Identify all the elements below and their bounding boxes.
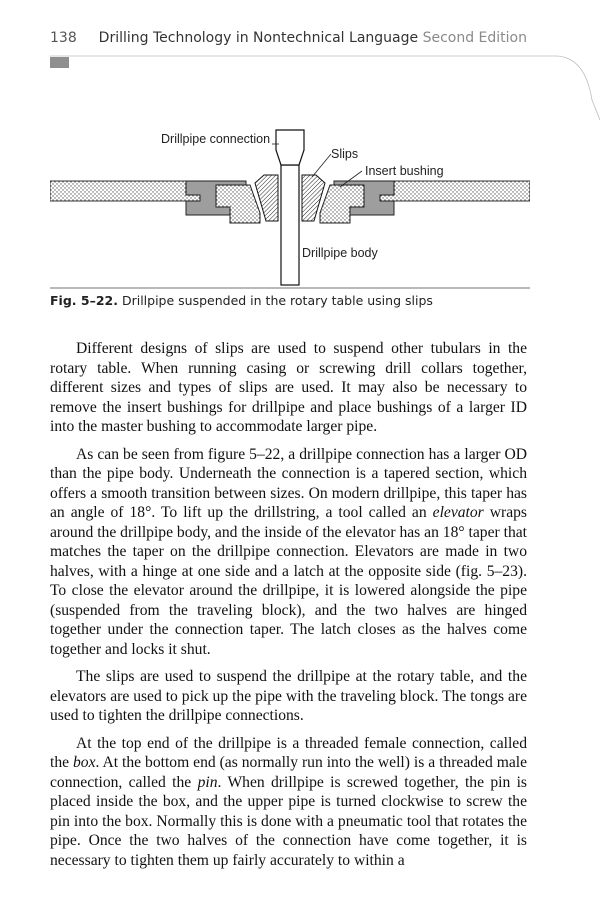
leader-slips [312, 154, 331, 177]
label-slips: Slips [331, 147, 359, 161]
caption-number: Fig. 5–22. [50, 293, 118, 308]
drillpipe-connection [276, 130, 304, 165]
insert-bushing-left [216, 185, 260, 223]
running-header [99, 30, 527, 46]
label-insert-bushing: Insert bushing [365, 164, 444, 178]
term-elevator: elevator [432, 504, 484, 521]
caption-text: Drillpipe suspended in the rotary table using slips [121, 293, 433, 308]
term-pin: pin [197, 773, 218, 791]
body-text [50, 339, 527, 870]
page-number: 138 [50, 30, 77, 46]
term-box: box [73, 754, 96, 771]
page-corner-curve [0, 0, 600, 120]
insert-bushing-right [320, 185, 364, 223]
paragraph-4: At the top end of the drillpipe is a threaded female connection, called the box. At the bottom end (as normally run into the well) is a threaded male connection, called the pin. When drillpipe is screwed together, the pin is placed inside the box, and the upper pipe is turned clockwise to screw the pin into the box. Normally this is done with a pneumatic tool that rotates the pipe. Once the two halves of the connection have come together, it is necessary to tighten them up fairly accurately to within a [50, 734, 527, 869]
edition-label: Second Edition [422, 30, 527, 46]
header-marker [50, 57, 69, 68]
drillpipe-body [281, 165, 299, 285]
label-drillpipe-connection: Drillpipe connection [161, 132, 271, 146]
paragraph-1: Different designs of slips are used to suspend other tubulars in the rotary table. When running casing or screwing drill collars together, different sizes and types of slips are used. It may also be necessary to remove the insert bushings for drillpipe and place bushings of a larger ID into the master bushing to accommodate larger pipe. [50, 340, 527, 435]
label-drillpipe-body: Drillpipe body [302, 246, 378, 260]
book-title: Drilling Technology in Nontechnical Language [98, 30, 419, 46]
slips-diagram [50, 125, 530, 290]
paragraph-2: As can be seen from figure 5–22, a drillpipe connection has a larger OD than the pipe body. Underneath the connection is a tapered section, which offers a smooth transition between sizes. On modern drillpipe, this taper has an angle of 18°. To lift up the drillstring, a tool called an elevator wraps around the drillpipe body, and the inside of the elevator has an 18° taper that matches the taper on the drillpipe connection. Elevators are made in two halves, with a hinge at one side and a latch at the opposite side (fig. 5–23). To close the elevator around the drillpipe, it is lowered alongside the pipe (suspended from the traveling block), and the two halves are hinged together under the connection taper. The latch closes as the halves come together and locks it shut. [50, 445, 528, 658]
paragraph-3: The slips are used to suspend the drillpipe at the rotary table, and the elevators are used to pick up the pipe with the traveling block. The tongs are used to tighten the drillpipe connections. [50, 668, 527, 724]
figure-caption [50, 293, 433, 308]
